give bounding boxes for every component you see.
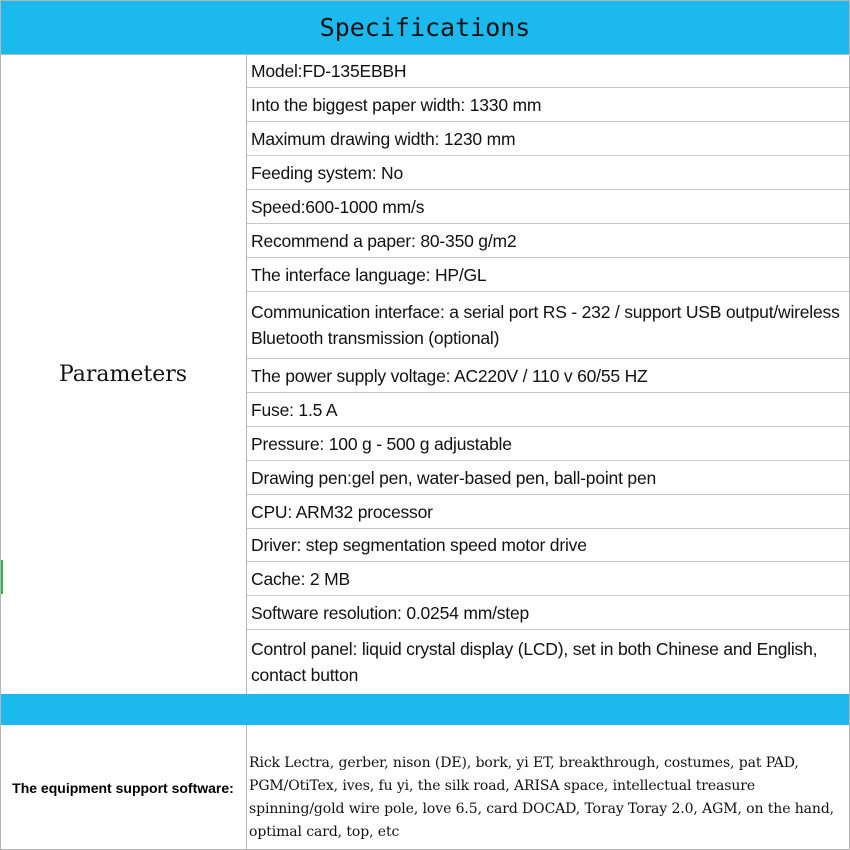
param-row-resolution: Software resolution: 0.0254 mm/step	[247, 596, 850, 630]
param-row-cpu: CPU: ARM32 processor	[247, 495, 850, 529]
param-row-feeding: Feeding system: No	[247, 156, 850, 190]
param-row-control-panel: Control panel: liquid crystal display (LCD), set in both Chinese and English, contact button	[251, 639, 818, 685]
section-divider	[0, 694, 850, 725]
software-list: Rick Lectra, gerber, nison (DE), bork, yi ET, breakthrough, costumes, pat PAD, PGM/OtiTex, ives, fu yi, the silk road, ARISA space, intellectual treasure spinning/gold wire pole, love 6.5, card DOCAD, Toray Toray 2.0, AGM, on the hand, optimal card, top, etc	[249, 755, 835, 840]
param-row-speed: Speed:600-1000 mm/s	[247, 190, 850, 224]
param-row-power: The power supply voltage: AC220V / 110 v 60/55 HZ	[247, 359, 850, 393]
param-row-model: Model:FD-135EBBH	[247, 54, 850, 88]
page-title: Specifications	[0, 0, 850, 55]
parameter-list	[247, 54, 850, 694]
param-row-cache: Cache: 2 MB	[247, 562, 850, 596]
param-row-pressure: Pressure: 100 g - 500 g adjustable	[247, 427, 850, 461]
param-row-driver: Driver: step segmentation speed motor drive	[247, 529, 850, 562]
software-label: The equipment support software:	[0, 725, 247, 850]
param-row-paper-width: Into the biggest paper width: 1330 mm	[247, 88, 850, 122]
param-row-paper: Recommend a paper: 80-350 g/m2	[247, 224, 850, 258]
param-row-drawing-width: Maximum drawing width: 1230 mm	[247, 122, 850, 156]
row-marker	[0, 560, 3, 594]
param-row-language: The interface language: HP/GL	[247, 258, 850, 292]
param-row-communication: Communication interface: a serial port RS - 232 / support USB output/wireless Bluetooth transmission (optional)	[247, 292, 850, 359]
param-row-pen: Drawing pen:gel pen, water-based pen, ball-point pen	[247, 461, 850, 495]
param-row-fuse: Fuse: 1.5 A	[247, 393, 850, 427]
section-label-parameters: Parameters	[0, 54, 247, 694]
